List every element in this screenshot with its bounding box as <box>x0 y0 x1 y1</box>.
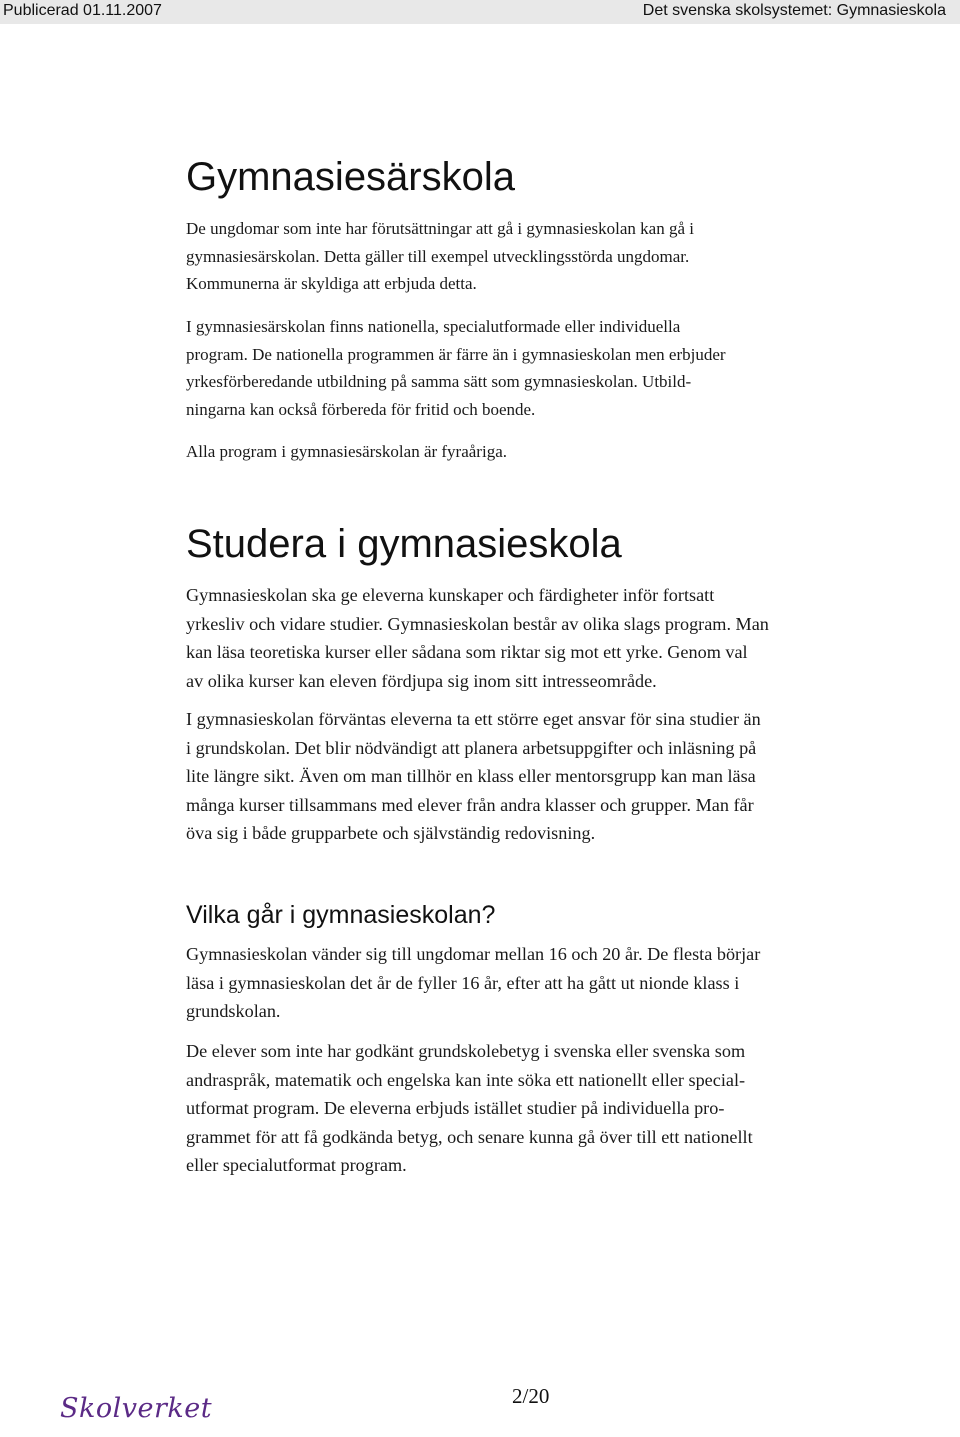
text-line: yrkesliv och vidare studier. Gymnasieskolan består av olika slags program. Man <box>186 613 769 634</box>
text-line: i grundskolan. Det blir nödvändigt att planera arbetsuppgifter och inläsning på <box>186 737 757 758</box>
paragraph <box>186 940 760 1026</box>
text-line: grundskolan. <box>186 1001 281 1021</box>
page-number: 2/20 <box>512 1384 550 1408</box>
text-line: program. De nationella programmen är färre än i gymnasieskolan men erbjuder <box>186 344 726 364</box>
text-line: lite längre sikt. Även om man tillhör en klass eller mentorsgrupp kan man läsa <box>186 766 756 786</box>
text-line: grammet för att få godkända betyg, och senare kunna gå över till ett nationellt <box>186 1126 753 1147</box>
paragraph <box>186 581 769 695</box>
text-line: av olika kurser kan eleven fördjupa sig inom sitt intresseområde. <box>186 670 657 691</box>
text-line: yrkesförberedande utbildning på samma sätt som gymnasieskolan. Utbild- <box>186 372 692 391</box>
document-title: Det svenska skolsystemet: Gymnasieskola <box>642 2 946 19</box>
text-line: ningarna kan också förbereda för fritid och boende. <box>186 399 536 419</box>
text-line: I gymnasieskolan förväntas eleverna ta ett större eget ansvar för sina studier än <box>186 709 761 729</box>
section-heading: Vilka går i gymnasieskolan? <box>186 901 496 929</box>
paragraph <box>186 313 726 423</box>
text-line: Gymnasieskolan ska ge eleverna kunskaper och färdigheter inför fortsatt <box>186 585 715 605</box>
text-line: Alla program i gymnasiesärskolan är fyraåriga. <box>186 442 507 461</box>
text-line: många kurser tillsammans med elever från andra klasser och grupper. Man får <box>186 794 754 815</box>
text-line: De elever som inte har godkänt grundskolebetyg i svenska eller svenska som <box>186 1041 746 1061</box>
text-line: Gymnasieskolan vänder sig till ungdomar mellan 16 och 20 år. De flesta börjar <box>186 944 761 964</box>
skolverket-logo: Skolverket <box>60 1393 213 1424</box>
section-heading: Studera i gymnasieskola <box>186 522 622 566</box>
text-line: andraspråk, matematik och engelska kan inte söka ett nationellt eller special- <box>186 1069 746 1090</box>
paragraph <box>186 215 694 298</box>
text-line: utformat program. De eleverna erbjuds istället studier på individuella pro- <box>186 1098 725 1118</box>
section-heading: Gymnasiesärskola <box>186 155 516 199</box>
publish-date: Publicerad 01.11.2007 <box>3 2 162 19</box>
text-line: öva sig i både grupparbete och självständig redovisning. <box>186 823 596 843</box>
text-line: I gymnasiesärskolan finns nationella, specialutformade eller individuella <box>186 317 681 336</box>
text-line: Kommunerna är skyldiga att erbjuda detta. <box>186 274 477 293</box>
paragraph <box>186 1037 753 1180</box>
paragraph <box>186 705 761 848</box>
text-line: kan läsa teoretiska kurser eller sådana som riktar sig mot ett yrke. Genom val <box>186 642 748 662</box>
text-line: gymnasiesärskolan. Detta gäller till exempel utvecklingsstörda ungdomar. <box>186 246 690 266</box>
page-header <box>0 0 960 24</box>
paragraph <box>186 438 507 466</box>
text-line: eller specialutformat program. <box>186 1155 407 1175</box>
text-line: läsa i gymnasieskolan det år de fyller 16 år, efter att ha gått ut nionde klass i <box>186 972 740 993</box>
text-line: De ungdomar som inte har förutsättningar att gå i gymnasieskolan kan gå i <box>186 219 694 238</box>
